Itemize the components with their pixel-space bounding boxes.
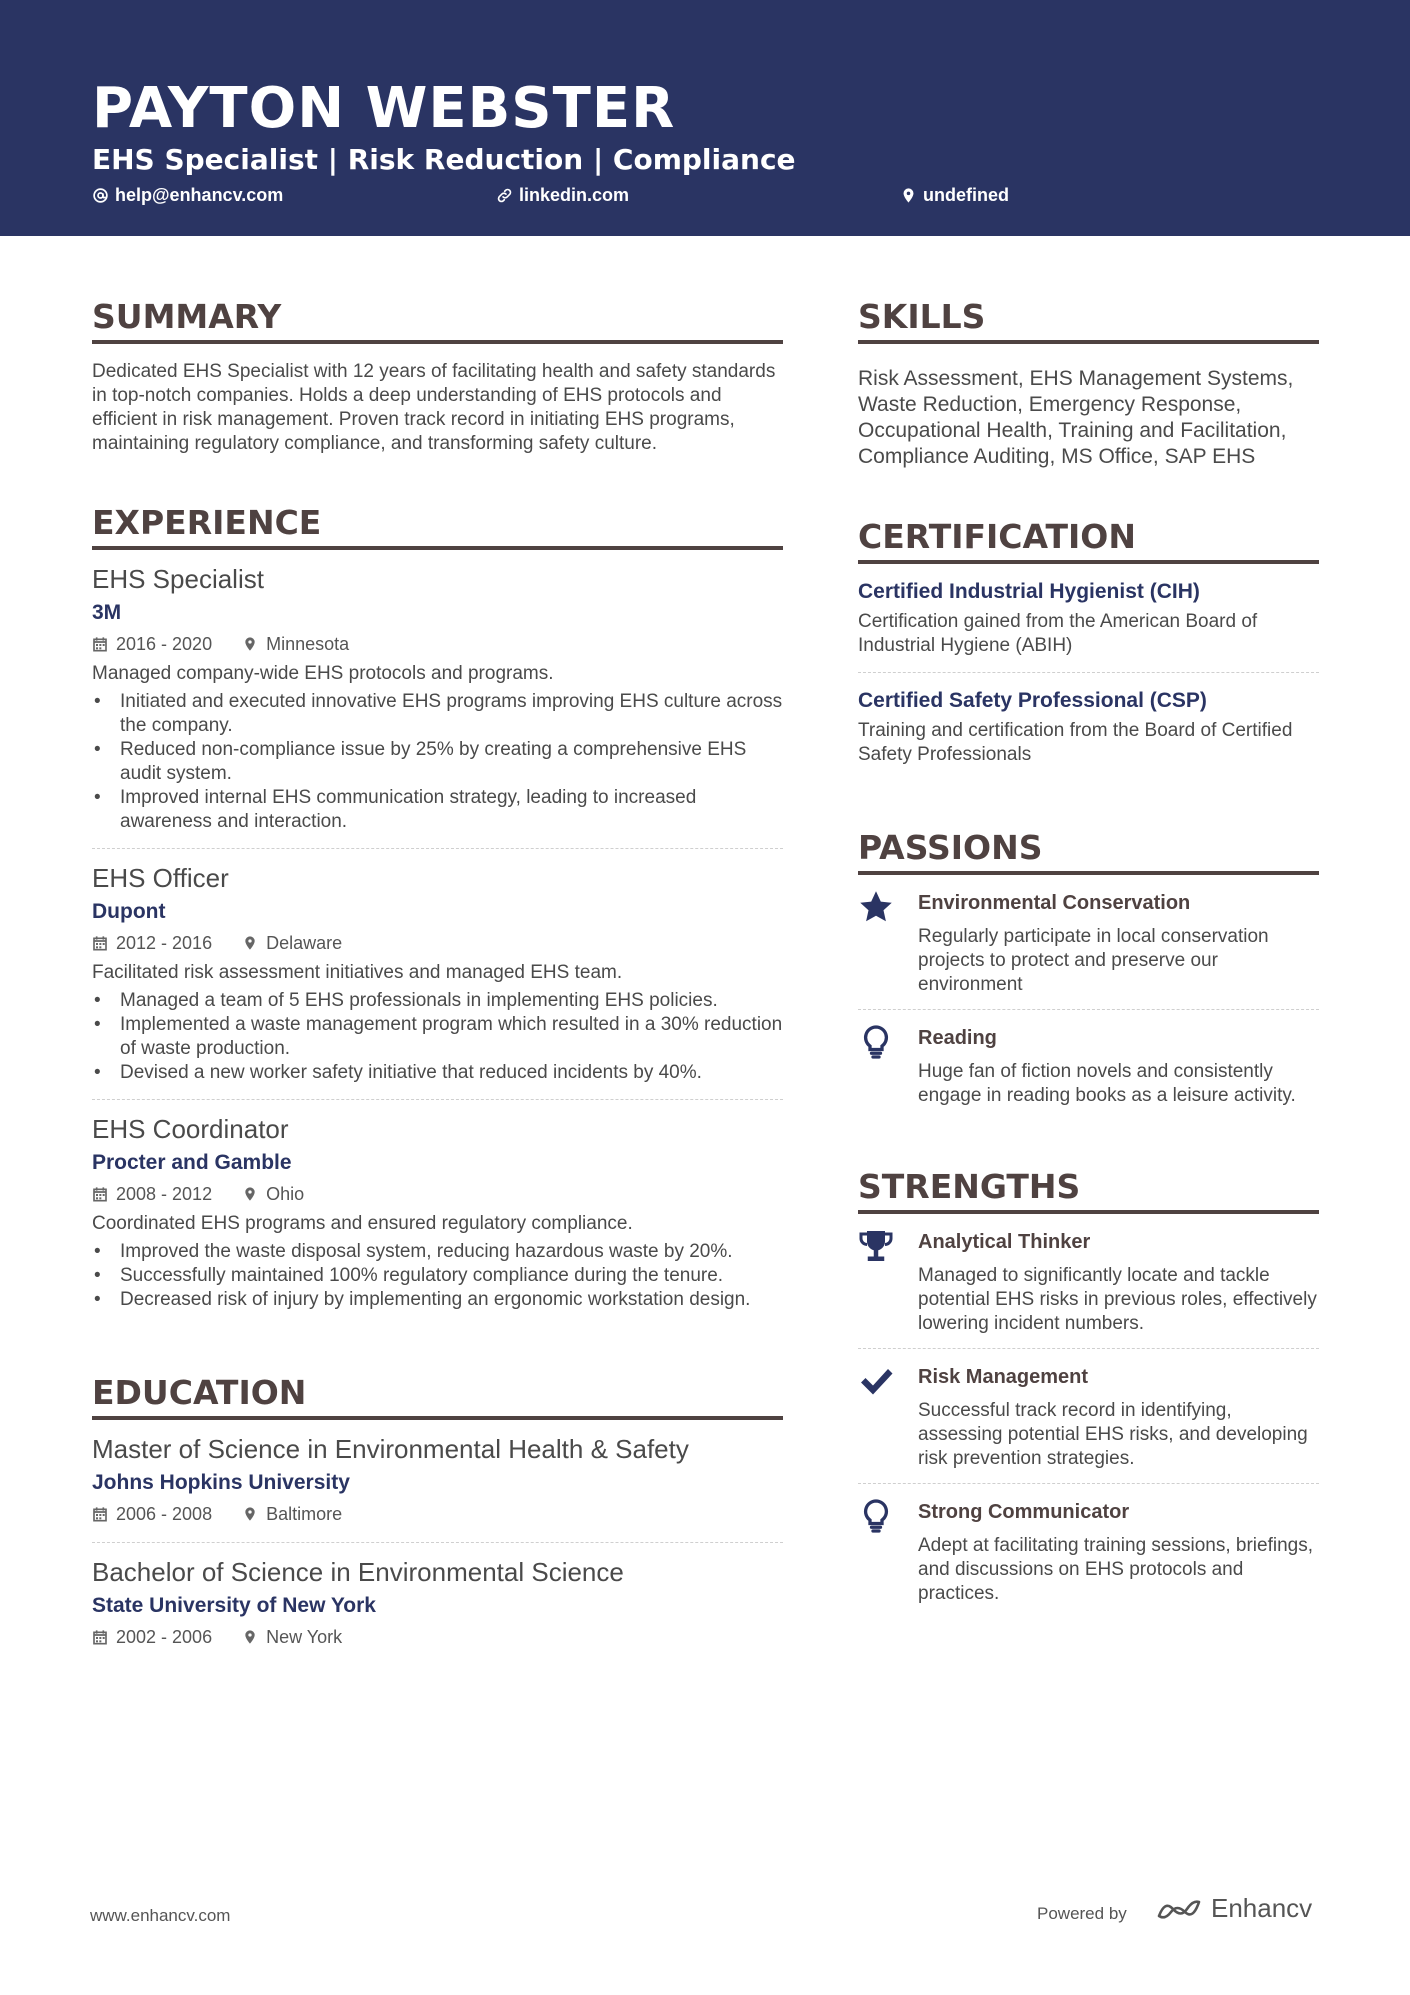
link-icon: [496, 187, 513, 204]
contact-location: [900, 182, 1009, 208]
passion-title: Environmental Conservation: [918, 892, 1191, 914]
passion-item: [858, 1010, 1319, 1120]
education-location: Baltimore: [266, 1504, 343, 1524]
strength-item: [858, 1484, 1319, 1618]
experience-title: EXPERIENCE: [92, 502, 783, 550]
skills-title: SKILLS: [858, 296, 1319, 344]
certification-description: Training and certification from the Board of Certified Safety Professionals: [858, 720, 1293, 765]
education-meta: [92, 1623, 783, 1651]
experience-entry: [92, 849, 783, 1100]
strength-title: Risk Management: [918, 1366, 1089, 1388]
job-bullet: • Implemented a waste management program which resulted in a 30% reduction of waste production.: [92, 1013, 783, 1061]
calendar-icon: [92, 935, 108, 951]
education-title: EDUCATION: [92, 1372, 783, 1420]
powered-by-label: Powered by: [1037, 1904, 1127, 1923]
location-pin-icon: [242, 1186, 258, 1202]
degree-title: Bachelor of Science in Environmental Science: [92, 1557, 624, 1587]
summary-text: Dedicated EHS Specialist with 12 years of facilitating health and safety standards in top-notch companies. Holds a deep understanding of EHS protocols and efficient in risk management. Proven track record in initiating EHS programs, maintaining regulatory compliance, and transforming safety culture.: [92, 361, 776, 454]
summary-title: SUMMARY: [92, 296, 783, 344]
school-name: Johns Hopkins University: [92, 1471, 350, 1494]
education-dates: 2006 - 2008: [116, 1504, 213, 1524]
strength-description: Managed to significantly locate and tackle potential EHS risks in previous roles, effectively lowering incident numbers.: [918, 1265, 1317, 1334]
company-name: 3M: [92, 601, 122, 624]
calendar-icon: [92, 1629, 108, 1645]
job-description: Managed company-wide EHS protocols and programs.: [92, 663, 554, 684]
job-meta: [92, 630, 783, 658]
certification-name: Certified Safety Professional (CSP): [858, 689, 1207, 712]
job-description: Facilitated risk assessment initiatives and managed EHS team.: [92, 962, 623, 983]
brand-name: Enhancv: [1211, 1893, 1313, 1923]
certification-title: CERTIFICATION: [858, 516, 1319, 564]
job-bullets: [92, 1240, 783, 1312]
strength-description: Successful track record in identifying, assessing potential EHS risks, and developing risk prevention strategies.: [918, 1400, 1308, 1469]
education-entry: [92, 1420, 783, 1543]
job-bullet: • Decreased risk of injury by implementing an ergonomic workstation design.: [92, 1288, 783, 1312]
contact-link[interactable]: [496, 182, 629, 208]
strength-description: Adept at facilitating training sessions, briefings, and discussions on EHS protocols and practices.: [918, 1535, 1313, 1604]
contact-link-text: linkedin.com: [519, 185, 630, 205]
job-bullet: • Improved the waste disposal system, reducing hazardous waste by 20%.: [92, 1240, 783, 1264]
job-bullets: [92, 989, 783, 1085]
passion-description: Huge fan of fiction novels and consistently engage in reading books as a leisure activity.: [918, 1061, 1296, 1106]
trophy-icon: [858, 1228, 894, 1264]
contact-location-text: undefined: [923, 185, 1009, 205]
contact-email[interactable]: [92, 182, 283, 208]
certification-section: [858, 516, 1319, 781]
certification-name: Certified Industrial Hygienist (CIH): [858, 580, 1200, 603]
job-bullet: • Successfully maintained 100% regulatory compliance during the tenure.: [92, 1264, 783, 1288]
strengths-title: STRENGTHS: [858, 1166, 1319, 1214]
infinity-logo-icon: [1155, 1894, 1203, 1924]
enhancv-logo[interactable]: [1155, 1893, 1312, 1924]
certification-item: [858, 564, 1319, 673]
job-bullets: [92, 690, 783, 834]
strength-title: Analytical Thinker: [918, 1231, 1091, 1253]
job-bullet: • Devised a new worker safety initiative that reduced incidents by 40%.: [92, 1061, 783, 1085]
certification-description: Certification gained from the American Board of Industrial Hygiene (ABIH): [858, 611, 1258, 656]
strength-title: Strong Communicator: [918, 1501, 1130, 1523]
job-title: EHS Officer: [92, 863, 229, 893]
job-bullet: • Reduced non-compliance issue by 25% by creating a comprehensive EHS audit system.: [92, 738, 783, 786]
company-name: Procter and Gamble: [92, 1151, 292, 1174]
location-pin-icon: [242, 1629, 258, 1645]
job-location: Delaware: [266, 933, 343, 953]
job-location: Ohio: [266, 1184, 305, 1204]
job-meta: [92, 1180, 783, 1208]
candidate-tagline: EHS Specialist | Risk Reduction | Compliance: [92, 143, 796, 176]
degree-title: Master of Science in Environmental Health & Safety: [92, 1434, 689, 1464]
passion-title: Reading: [918, 1027, 997, 1049]
checkmark-icon: [858, 1363, 894, 1399]
location-pin-icon: [242, 935, 258, 951]
footer-website-link[interactable]: www.enhancv.com: [90, 1906, 231, 1925]
job-title: EHS Coordinator: [92, 1114, 289, 1144]
experience-entry: [92, 550, 783, 849]
job-description: Coordinated EHS programs and ensured regulatory compliance.: [92, 1213, 633, 1234]
company-name: Dupont: [92, 900, 166, 923]
skills-section: [858, 296, 1319, 470]
education-dates: 2002 - 2006: [116, 1627, 213, 1647]
left-column: [92, 296, 783, 1711]
job-bullet: • Improved internal EHS communication strategy, leading to increased awareness and interaction.: [92, 786, 783, 834]
education-meta: [92, 1500, 783, 1528]
strengths-section: [858, 1166, 1319, 1618]
star-icon: [858, 889, 894, 925]
job-title: EHS Specialist: [92, 564, 264, 594]
experience-entry: [92, 1100, 783, 1326]
job-location: Minnesota: [266, 634, 350, 654]
strength-item: [858, 1214, 1319, 1349]
location-pin-icon: [242, 1506, 258, 1522]
lightbulb-icon: [858, 1024, 894, 1060]
education-location: New York: [266, 1627, 343, 1647]
passion-description: Regularly participate in local conservation projects to protect and preserve our environment: [918, 926, 1269, 995]
location-pin-icon: [242, 636, 258, 652]
skills-text: Risk Assessment, EHS Management Systems, Waste Reduction, Emergency Response, Occupational Health, Training and Facilitation, Compliance Auditing, MS Office, SAP EHS: [858, 367, 1294, 468]
experience-section: [92, 502, 783, 1326]
passion-item: [858, 875, 1319, 1010]
job-bullet: • Managed a team of 5 EHS professionals in implementing EHS policies.: [92, 989, 783, 1013]
education-section: [92, 1372, 783, 1665]
calendar-icon: [92, 1186, 108, 1202]
passions-section: [858, 827, 1319, 1120]
certification-item: [858, 673, 1319, 781]
calendar-icon: [92, 636, 108, 652]
calendar-icon: [92, 1506, 108, 1522]
summary-section: [92, 296, 783, 456]
school-name: State University of New York: [92, 1594, 376, 1617]
location-pin-icon: [900, 187, 917, 204]
passions-title: PASSIONS: [858, 827, 1319, 875]
lightbulb-icon: [858, 1498, 894, 1534]
strength-item: [858, 1349, 1319, 1484]
job-dates: 2012 - 2016: [116, 933, 213, 953]
candidate-name: PAYTON WEBSTER: [92, 76, 676, 141]
job-meta: [92, 929, 783, 957]
contact-email-text: help@enhancv.com: [115, 185, 284, 205]
resume-header: [0, 0, 1410, 236]
job-dates: 2008 - 2012: [116, 1184, 213, 1204]
job-bullet: • Initiated and executed innovative EHS programs improving EHS culture across the company.: [92, 690, 783, 738]
job-dates: 2016 - 2020: [116, 634, 213, 654]
right-column: [858, 296, 1319, 1664]
education-entry: [92, 1543, 783, 1665]
at-icon: [92, 187, 109, 204]
